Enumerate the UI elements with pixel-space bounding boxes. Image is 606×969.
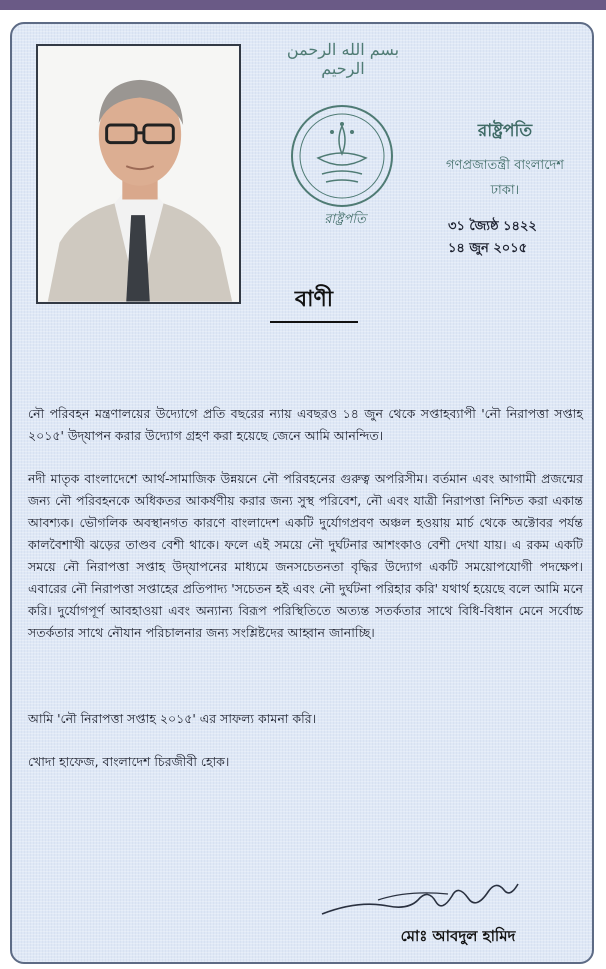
portrait-photo-icon xyxy=(38,46,239,302)
top-color-strip xyxy=(0,0,606,10)
national-emblem-seal xyxy=(288,102,396,210)
office-city: ঢাকা। xyxy=(490,183,520,198)
seal-icon xyxy=(288,102,396,210)
office-block xyxy=(430,118,580,202)
signature-icon xyxy=(318,870,528,920)
message-heading: বাণী xyxy=(270,282,358,323)
signer-name: মোঃ আবদুল হামিদ xyxy=(400,927,516,945)
message-paragraph-3: আমি 'নৌ নিরাপত্তা সপ্তাহ ২০১৫' এর সাফল্য কামনা করি। xyxy=(28,711,317,726)
message-paragraph-2: নদী মাতৃক বাংলাদেশে আর্থ-সামাজিক উন্নয়নে নৌ পরিবহনের গুরুত্ব অপরিসীম। বর্তমান এবং আগামী প্রজন্মের জন্য নৌ পরিবহনকে অধিকতর আকর্ষণীয় করার জন্য সুস্থ পরিবেশ, নৌ এবং যাত্রী নিরাপত্তা নিশ্চিত করা একান্ত আবশ্যক। ভৌগলিক অবস্থানগত কারণে বাংলাদেশ একটি দুর্যোগপ্রবণ অঞ্চল হওয়ায় মার্চ থেকে অক্টোবর পর্যন্ত কালবৈশাখী ঝড়ের তাণ্ডব বেশী থাকে। ফলে এই সময়ে নৌ দুর্ঘটনার আশংকাও বেশী দেখা যায়। এ রকম একটি সময়ে নৌ নিরাপত্তা সপ্তাহ উদ্‌যাপনের মাধ্যমে জনসচেতনতা বৃদ্ধির উদ্যোগ একটি সময়োপযোগী পদক্ষেপ। এবারের নৌ নিরাপত্তা সপ্তাহের প্রতিপাদ্য 'সচেতন হই এবং নৌ দুর্ঘটনা পরিহার করি' যথার্থ হয়েছে বলে আমি মনে করি। দুর্যোগপূর্ণ আবহাওয়া এবং অন্যান্য বিরূপ পরিস্থিতিতে অত্যন্ত সতর্কতার সাথে বিধি-বিধান মেনে সর্বোচ্চ সতর্কতার সাথে নৌযান পরিচালনার জন্য সংশ্লিষ্টদের আহ্বান জানাচ্ছি। xyxy=(28,471,583,640)
bismillah-calligraphy: بسم الله الرحمن الرحيم xyxy=(286,40,400,78)
handwritten-signature xyxy=(318,870,528,920)
message-paragraph-4: খোদা হাফেজ, বাংলাদেশ চিরজীবী হোক। xyxy=(28,754,230,769)
portrait-photo xyxy=(36,44,241,304)
date-gregorian: ১৪ জুন ২০১৫ xyxy=(448,241,528,256)
date-block xyxy=(448,216,588,260)
message-paragraph-1: নৌ পরিবহন মন্ত্রণালয়ের উদ্যোগে প্রতি বছরের ন্যায় এবছরও ১৪ জুন থেকে সপ্তাহব্যাপী 'নৌ নিরাপত্তা সপ্তাহ ২০১৫' উদ্‌যাপন করার উদ্যোগ গ্রহণ করা হয়েছে জেনে আমি আনন্দিত। xyxy=(28,406,583,443)
seal-caption: রাষ্ট্রপতি xyxy=(324,212,366,227)
date-bengali: ৩১ জ্যৈষ্ঠ ১৪২২ xyxy=(448,219,537,234)
office-country: গণপ্রজাতন্ত্রী বাংলাদেশ xyxy=(446,158,564,173)
office-title: রাষ্ট্রপতি xyxy=(477,121,533,141)
